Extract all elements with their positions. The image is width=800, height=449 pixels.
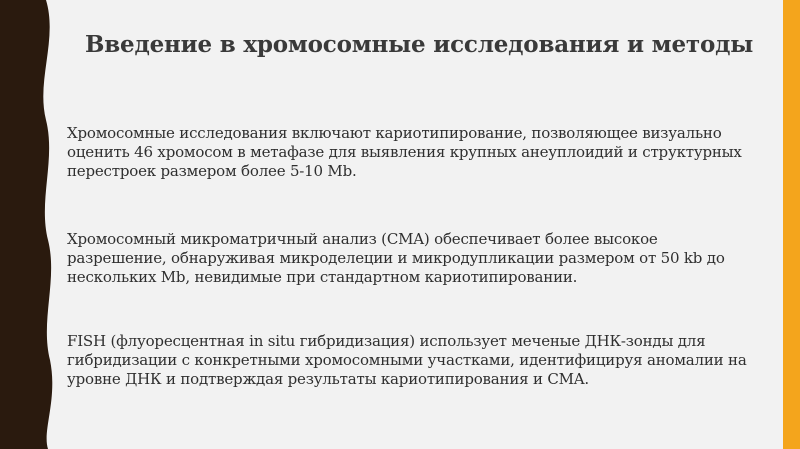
left-decorative-band	[0, 0, 70, 449]
slide-title: Введение в хромосомные исследования и методы	[85, 31, 754, 58]
paragraph-cma: Хромосомный микроматричный анализ (CMA) обеспечивает более высокое разрешение, обнаруживая микроделеции и микродупликации размером от 50 kb до нескольких Mb, невидимые при стандартном кариотипировании.	[67, 230, 725, 286]
paragraph-fish: FISH (флуоресцентная in situ гибридизация) использует меченые ДНК-зонды для гибридизации с конкретными хромосомными участками, идентифицируя аномалии на уровне ДНК и подтверждая результаты кариотипирования и CMA.	[67, 332, 747, 388]
paragraph-karyotyping: Хромосомные исследования включают кариотипирование, позволяющее визуально оценить 46 хромосом в метафазе для выявления крупных анеуплоидий и структурных перестроек размером более 5-10 Mb.	[67, 124, 742, 180]
right-accent-band	[783, 0, 800, 449]
